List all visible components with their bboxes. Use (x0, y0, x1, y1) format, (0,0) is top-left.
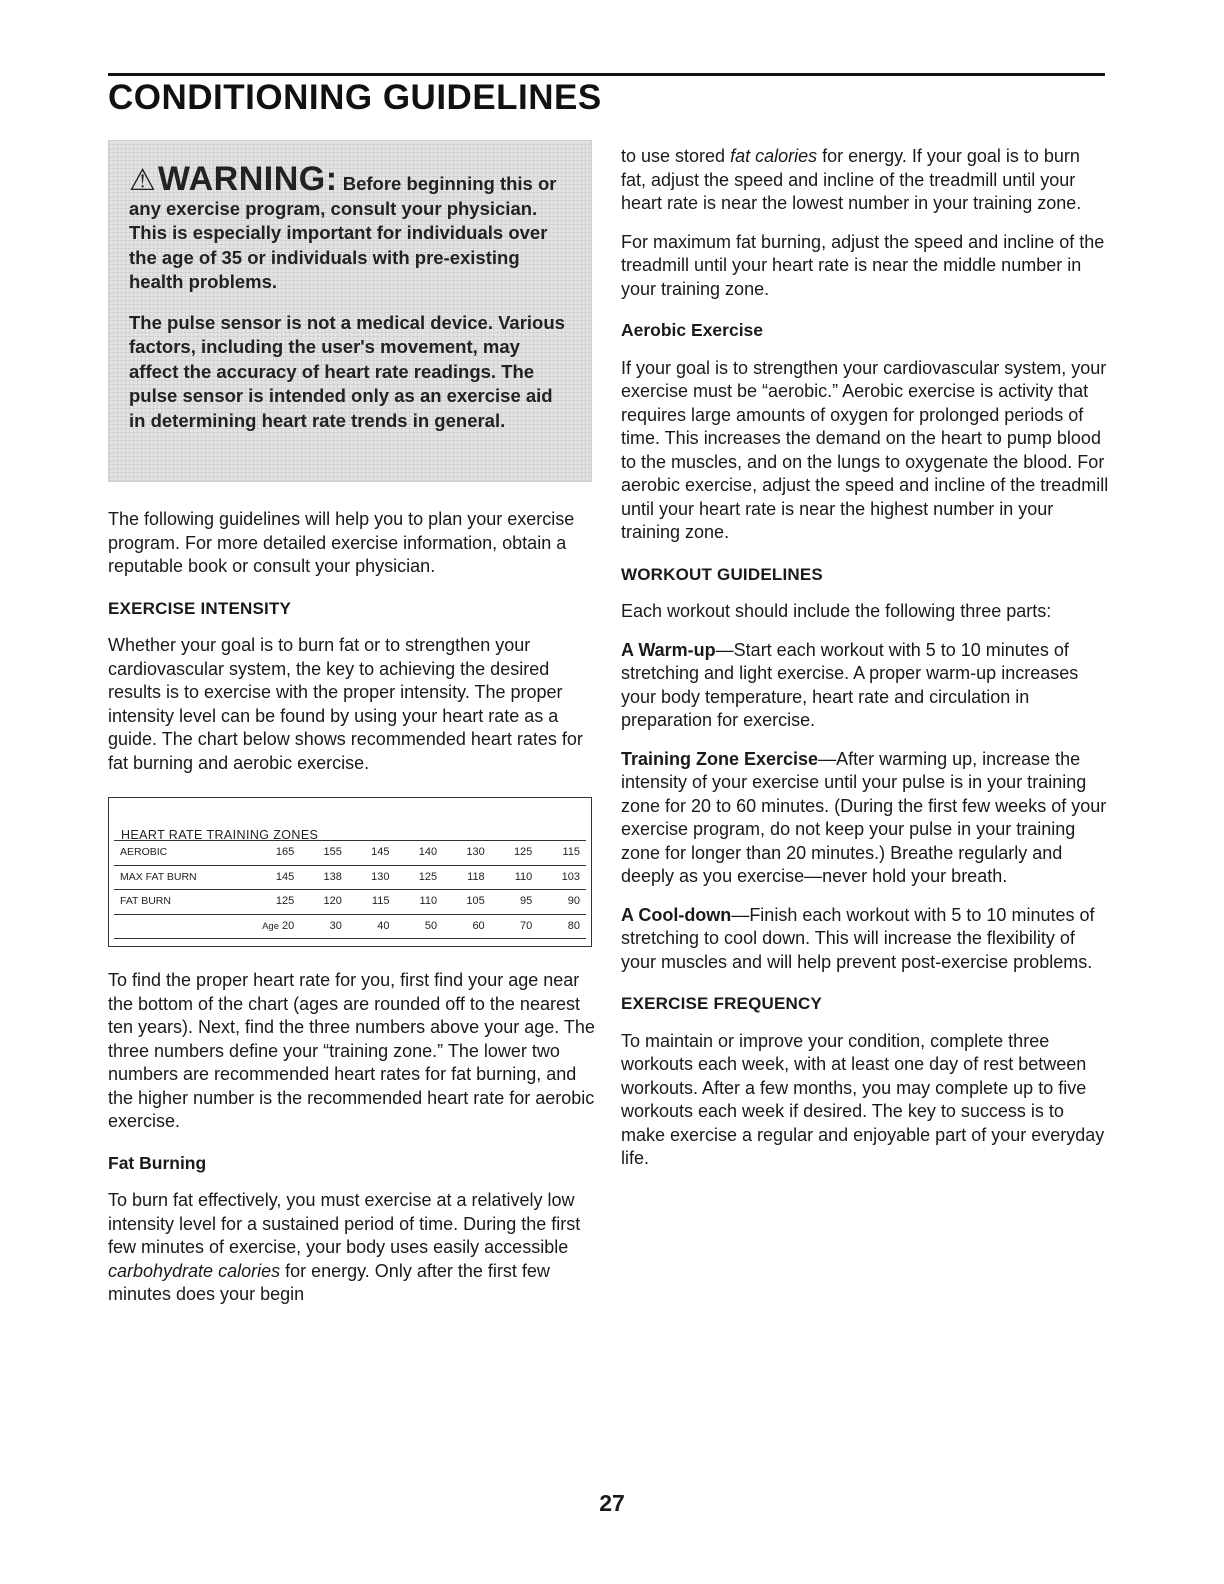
table-cell: 130 (443, 841, 491, 866)
right-column (621, 145, 1109, 1186)
left-column (108, 140, 596, 1322)
find-rate-paragraph: To find the proper heart rate for you, first find your age near the bottom of the chart (ages are rounded off to the nearest ten years). Next, find the three numbers above your age. The three numbers define your “training zone.” The lower two numbers are recommended heart rates for fat burning, and the higher number is the recommended heart rate for aerobic exercise. (108, 970, 595, 1131)
cooldown-heading: A Cool-down (621, 904, 732, 925)
warning-box (108, 140, 592, 482)
table-row (114, 865, 586, 890)
age-cell: 30 (300, 914, 348, 939)
table-row (114, 890, 586, 915)
table-cell: 110 (395, 890, 443, 915)
training-zone-heading: Training Zone Exercise (621, 748, 819, 769)
table-cell: 130 (348, 865, 396, 890)
fat-burning-text-4: for energy. If your goal is to burn fat, adjust the speed and incline of the treadmill until your heart rate is near the lowest number in your training zone. (621, 146, 1082, 213)
table-row (114, 841, 586, 866)
fat-burning-paragraph-1a (108, 1189, 596, 1307)
warmup-heading: A Warm-up (621, 639, 716, 660)
fat-burning-paragraph-2: For maximum fat burning, adjust the speed and incline of the treadmill until your heart rate is near the middle number in your training zone. (621, 231, 1105, 299)
carbohydrate-calories-term: carbohydrate calories (108, 1260, 281, 1281)
warmup-text: —Start each workout with 5 to 10 minutes of stretching and light exercise. A proper warm-up increases your body temperature, heart rate and circulation in preparation for exercise. (621, 639, 1079, 730)
age-cell: 50 (395, 914, 443, 939)
aerobic-heading: Aerobic Exercise (621, 320, 764, 340)
age-cell (231, 914, 300, 939)
warmup-paragraph (621, 639, 1109, 733)
workout-guidelines-heading: WORKOUT GUIDELINES (621, 564, 823, 584)
age-row (114, 914, 586, 939)
title-rule (108, 73, 1105, 76)
table-cell: 140 (395, 841, 443, 866)
table-cell: 115 (348, 890, 396, 915)
table-cell: 125 (395, 865, 443, 890)
table-cell: 90 (538, 890, 586, 915)
exercise-frequency-heading: EXERCISE FREQUENCY (621, 994, 823, 1013)
table-cell: 105 (443, 890, 491, 915)
training-zone-text: —After warming up, increase the intensity of your exercise until your pulse is in your training zone for 20 to 60 minutes. (During the first few weeks of your exercise program, do not keep your pulse in your training zone for longer than 20 minutes.) Breathe regularly and deeply as you exercise—never hold your breath. (621, 748, 1107, 886)
table-cell: 125 (491, 841, 539, 866)
exercise-intensity-heading: EXERCISE INTENSITY (108, 598, 292, 618)
table-cell: 155 (300, 841, 348, 866)
age-cell: 70 (491, 914, 539, 939)
table-cell: 120 (300, 890, 348, 915)
training-zone-paragraph (621, 748, 1109, 889)
heart-rate-chart (108, 797, 592, 947)
cooldown-text: —Finish each workout with 5 to 10 minutes of stretching to cool down. This will increase the flexibility of your muscles and will help prevent post-exercise problems. (621, 904, 1095, 972)
table-cell: 118 (443, 865, 491, 890)
cooldown-paragraph (621, 904, 1109, 975)
exercise-frequency-paragraph: To maintain or improve your condition, complete three workouts each week, with at least one day of rest between workouts. After a few months, you may complete up to five workouts each week if desired. The key to success is to make exercise a regular and enjoyable part of your everyday life. (621, 1030, 1105, 1168)
fat-burning-text-2: for energy. Only after the first few minutes does your begin (108, 1260, 550, 1304)
age-cell: 80 (538, 914, 586, 939)
fat-calories-term: fat calories (730, 146, 818, 166)
exercise-intensity-paragraph: Whether your goal is to burn fat or to strengthen your cardiovascular system, the key to achieving the desired results is to exercise with the proper intensity. The proper intensity level can be found by using your heart rate as a guide. The chart below shows recommended heart rates for fat burning and aerobic exercise. (108, 635, 583, 773)
table-cell: 145 (231, 865, 300, 890)
heart-rate-table (114, 840, 586, 939)
table-cell: 115 (538, 841, 586, 866)
row-label: AEROBIC (114, 841, 231, 866)
aerobic-paragraph: If your goal is to strengthen your cardiovascular system, your exercise must be “aerobic.” Aerobic exercise is activity that requires large amounts of oxygen for prolonged periods of time. This increases the demand on the heart to pump blood to the muscles, and on the lungs to oxygenate the blood. For aerobic exercise, adjust the speed and incline of the treadmill until your heart rate is near the highest number in your training zone. (621, 357, 1109, 542)
fat-burning-text-3: to use stored (621, 146, 731, 166)
table-cell: 138 (300, 865, 348, 890)
workout-intro: Each workout should include the following three parts: (621, 601, 1052, 621)
table-cell: 165 (231, 841, 300, 866)
chart-bottom-rule (114, 938, 586, 939)
age-label: Age (262, 920, 279, 932)
warning-triangle-icon: ⚠ (129, 164, 156, 197)
fat-burning-paragraph-1b (621, 145, 1109, 216)
row-label: MAX FAT BURN (114, 865, 231, 890)
table-cell: 110 (491, 865, 539, 890)
fat-burning-text-1: To burn fat effectively, you must exercise at a relatively low intensity level for a sustained period of time. During the first few minutes of exercise, your body uses easily accessible (108, 1190, 581, 1257)
warning-paragraph-2: The pulse sensor is not a medical device. Various factors, including the user's movement, may affect the accuracy of heart rate readings. The pulse sensor is intended only as an exercise aid in determining heart rate trends in general. (129, 311, 565, 431)
age-row-label (114, 914, 231, 939)
row-label: FAT BURN (114, 890, 231, 915)
warning-lead-text: Before beginning this or any exercise program, consult your physician. This is especially important for individuals over the age of 35 or individuals with pre-existing health problems. (129, 173, 557, 292)
age-cell: 40 (348, 914, 396, 939)
page-number: 27 (599, 1490, 625, 1516)
table-cell: 95 (491, 890, 539, 915)
chart-title: HEART RATE TRAINING ZONES (121, 828, 319, 842)
warning-heading: WARNING: (157, 160, 338, 198)
age-value: 20 (282, 919, 295, 932)
table-cell: 145 (348, 841, 396, 866)
table-cell: 125 (231, 890, 300, 915)
table-cell: 103 (538, 865, 586, 890)
age-cell: 60 (443, 914, 491, 939)
fat-burning-heading: Fat Burning (108, 1152, 207, 1173)
warning-paragraph-1 (129, 160, 573, 295)
page-title: CONDITIONING GUIDELINES (108, 78, 602, 117)
intro-paragraph: The following guidelines will help you to plan your exercise program. For more detailed exercise information, obtain a reputable book or consult your physician. (108, 509, 575, 576)
